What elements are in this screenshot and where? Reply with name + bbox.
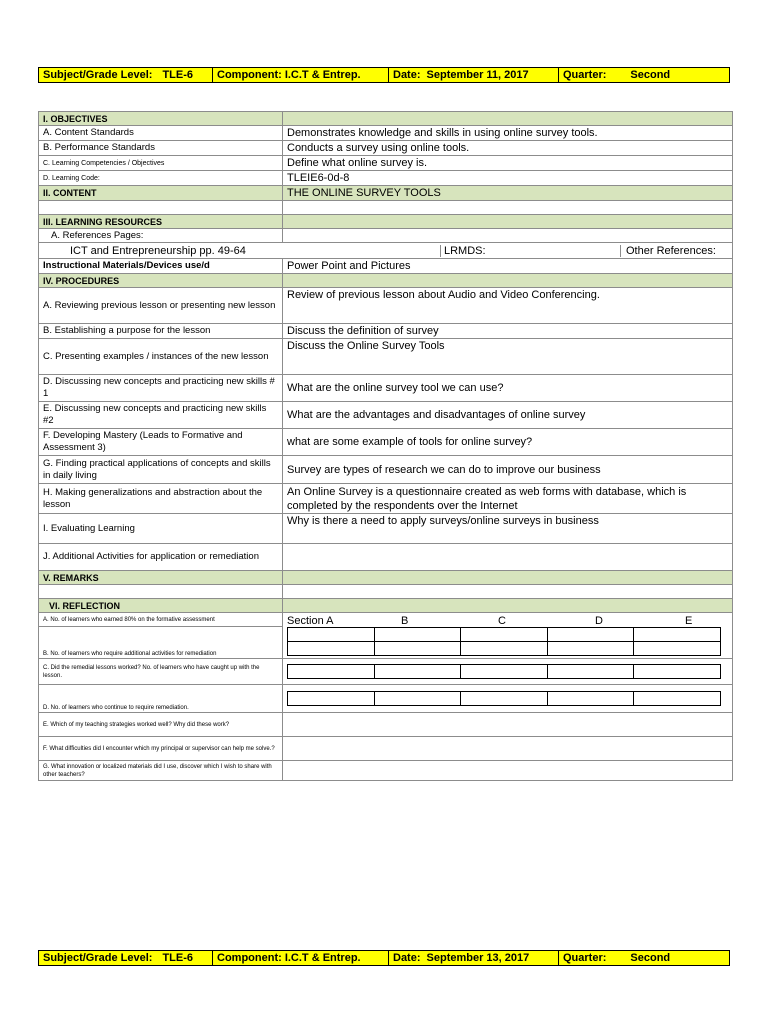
- row-label: D. No. of learners who continue to require remediation.: [39, 685, 283, 713]
- table-row: [39, 429, 733, 456]
- row-label: F. What difficulties did I encounter which my principal or supervisor can help me solve.?: [39, 737, 283, 761]
- row-label: C. Learning Competencies / Objectives: [39, 156, 283, 171]
- table-row: [39, 402, 733, 429]
- section-objectives: [39, 112, 733, 126]
- row-label: C. Presenting examples / instances of the new lesson: [39, 339, 283, 375]
- row-label: C. Did the remedial lessons worked? No. of learners who have caught up with the lesson.: [39, 659, 283, 685]
- section-heading: I. OBJECTIVES: [39, 112, 283, 126]
- grid-cell[interactable]: [634, 692, 721, 706]
- grid-cell[interactable]: [288, 628, 375, 642]
- section-label: E: [685, 615, 693, 627]
- empty-row: [39, 201, 733, 215]
- row-label: B. Establishing a purpose for the lesson: [39, 324, 283, 339]
- row-value: Power Point and Pictures: [283, 259, 733, 274]
- date-cell: [389, 68, 559, 82]
- row-value: What are the online survey tool we can use?: [283, 375, 733, 402]
- header-bar-top: [38, 67, 730, 83]
- quarter-label: Quarter:: [563, 69, 607, 81]
- table-row: [39, 339, 733, 375]
- table-row: [39, 456, 733, 484]
- section-label: Section A: [287, 615, 334, 627]
- subject-value: TLE-6: [162, 69, 193, 81]
- row-label: B. Performance Standards: [39, 141, 283, 156]
- row-value: Demonstrates knowledge and skills in using online survey tools.: [283, 126, 733, 141]
- section-heading: III. LEARNING RESOURCES: [39, 215, 283, 229]
- grid-cell[interactable]: [461, 665, 548, 679]
- section-resources: [39, 215, 733, 229]
- subject-value: TLE-6: [162, 952, 193, 964]
- row-value: Conducts a survey using online tools.: [283, 141, 733, 156]
- section-heading: V. REMARKS: [39, 571, 283, 585]
- row-label: A. No. of learners who earned 80% on the formative assessment: [39, 613, 283, 627]
- table-row: [39, 126, 733, 141]
- section-procedures: [39, 274, 733, 288]
- other-references-label: Other References:: [626, 244, 716, 257]
- row-label: E. Discussing new concepts and practicing new skills #2: [39, 402, 283, 429]
- table-row: [39, 171, 733, 186]
- section-reflection: [39, 599, 733, 613]
- date-cell: [389, 951, 559, 965]
- row-label: A. Reviewing previous lesson or presenting new lesson: [39, 288, 283, 324]
- quarter-value: Second: [630, 69, 671, 81]
- quarter-value: Second: [630, 952, 671, 964]
- table-row: [39, 324, 733, 339]
- header-bar-bottom: [38, 950, 730, 966]
- row-value: Survey are types of research we can do to improve our business: [283, 456, 733, 484]
- row-value: TLEIE6-0d-8: [283, 171, 733, 186]
- row-label: A. Content Standards: [39, 126, 283, 141]
- date-label: Date:: [393, 952, 421, 964]
- quarter-label: Quarter:: [563, 952, 607, 964]
- table-row: [39, 484, 733, 514]
- grid-cell[interactable]: [634, 665, 721, 679]
- row-value: Discuss the definition of survey: [283, 324, 733, 339]
- table-row: [39, 514, 733, 544]
- empty-row: [39, 585, 733, 599]
- component-cell: [213, 951, 389, 965]
- row-value: Define what online survey is.: [283, 156, 733, 171]
- section-label: B: [401, 615, 409, 627]
- subject-label: Subject/Grade Level:: [43, 952, 153, 964]
- grid-cell[interactable]: [288, 642, 375, 656]
- table-row: [39, 259, 733, 274]
- subject-cell: [39, 951, 213, 965]
- row-label: E. Which of my teaching strategies worked well? Why did these work?: [39, 713, 283, 737]
- section-remarks: [39, 571, 733, 585]
- section-heading: IV. PROCEDURES: [39, 274, 283, 288]
- table-row: [39, 229, 733, 243]
- table-row: [39, 375, 733, 402]
- grid-cell[interactable]: [634, 628, 721, 642]
- table-row: [39, 544, 733, 571]
- content-value: THE ONLINE SURVEY TOOLS: [283, 186, 733, 201]
- row-label: B. No. of learners who require additional activities for remediation: [39, 627, 283, 659]
- lrmds-label: LRMDS:: [441, 245, 621, 257]
- row-label: I. Evaluating Learning: [39, 514, 283, 544]
- row-label: J. Additional Activities for application or remediation: [39, 544, 283, 571]
- grid-cell[interactable]: [461, 692, 548, 706]
- row-label: G. Finding practical applications of concepts and skills in daily living: [39, 456, 283, 484]
- grid-cell[interactable]: [288, 692, 375, 706]
- grid-cell[interactable]: [374, 628, 461, 642]
- section-content: [39, 186, 733, 201]
- reflection-row: [39, 659, 733, 685]
- row-value: what are some example of tools for online survey?: [283, 429, 733, 456]
- row-value: [283, 544, 733, 571]
- row-value: Discuss the Online Survey Tools: [283, 339, 733, 375]
- grid-cell[interactable]: [547, 665, 634, 679]
- row-label: D. Learning Code:: [39, 171, 283, 186]
- grid-cell[interactable]: [547, 692, 634, 706]
- grid-cell[interactable]: [374, 642, 461, 656]
- date-label: Date:: [393, 69, 421, 81]
- reflection-row: [39, 761, 733, 781]
- quarter-cell: [559, 951, 729, 965]
- grid-cell[interactable]: [288, 665, 375, 679]
- row-value: Why is there a need to apply surveys/online surveys in business: [283, 514, 733, 544]
- reflection-grid: [287, 664, 721, 679]
- grid-cell[interactable]: [374, 665, 461, 679]
- date-value: September 11, 2017: [426, 69, 529, 81]
- table-row: [39, 141, 733, 156]
- row-label: H. Making generalizations and abstraction about the lesson: [39, 484, 283, 514]
- table-row: [39, 288, 733, 324]
- row-label: Instructional Materials/Devices use/d: [39, 259, 283, 274]
- component-text: Component: I.C.T & Entrep.: [217, 952, 361, 964]
- references-row: [39, 243, 733, 259]
- row-label: D. Discussing new concepts and practicing new skills # 1: [39, 375, 283, 402]
- grid-cell[interactable]: [461, 642, 548, 656]
- reflection-row: [39, 737, 733, 761]
- section-heading: VI. REFLECTION: [39, 599, 283, 613]
- grid-cell[interactable]: [461, 628, 548, 642]
- subject-cell: [39, 68, 213, 82]
- section-heading: II. CONTENT: [39, 186, 283, 201]
- section-label: C: [498, 615, 506, 627]
- lesson-plan-table: [38, 111, 733, 781]
- component-cell: [213, 68, 389, 82]
- section-headers: [287, 613, 732, 627]
- grid-cell[interactable]: [374, 692, 461, 706]
- quarter-cell: [559, 68, 729, 82]
- row-value: Review of previous lesson about Audio and Video Conferencing.: [283, 288, 733, 324]
- reflection-row: [39, 613, 733, 627]
- reflection-grid: [287, 627, 721, 656]
- grid-cell[interactable]: [634, 642, 721, 656]
- reflection-row: [39, 685, 733, 713]
- row-value: What are the advantages and disadvantages of online survey: [283, 402, 733, 429]
- table-row: [39, 156, 733, 171]
- grid-cell[interactable]: [547, 642, 634, 656]
- row-label: G. What innovation or localized materials did I use, discover which I wish to share with other teachers?: [39, 761, 283, 781]
- row-value: An Online Survey is a questionnaire created as web forms with database, which is completed by the respondents over the Internet: [283, 484, 733, 514]
- date-value: September 13, 2017: [426, 952, 530, 964]
- row-label: A. References Pages:: [39, 229, 283, 243]
- reflection-grid: [287, 691, 721, 706]
- grid-cell[interactable]: [547, 628, 634, 642]
- subject-label: Subject/Grade Level:: [43, 69, 153, 81]
- reference-book: ICT and Entrepreneurship pp. 49-64: [67, 245, 441, 257]
- section-label: D: [595, 615, 603, 627]
- reflection-row: [39, 713, 733, 737]
- component-text: Component: I.C.T & Entrep.: [217, 69, 361, 81]
- row-label: F. Developing Mastery (Leads to Formative and Assessment 3): [39, 429, 283, 456]
